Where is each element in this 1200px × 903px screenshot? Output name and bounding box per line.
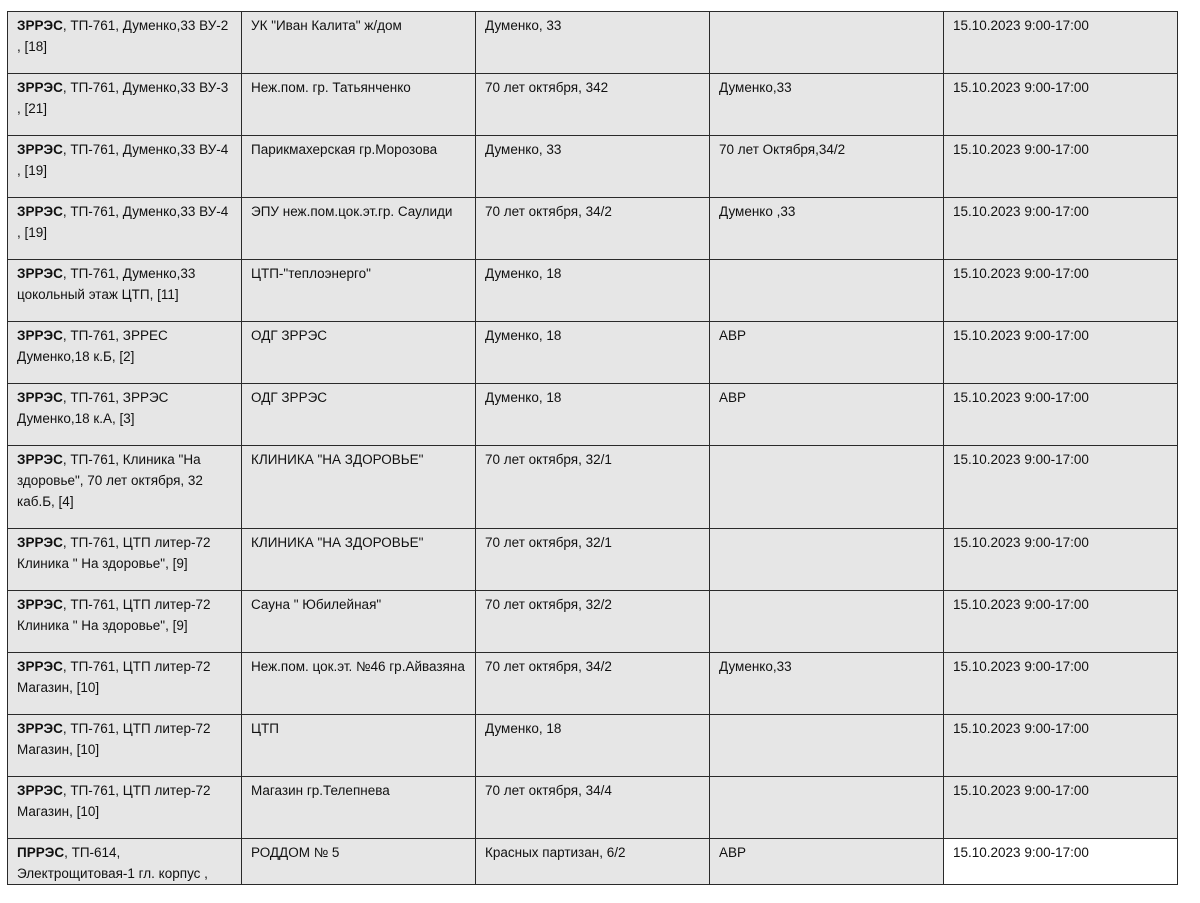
additional-address-cell: Думенко ,33 (710, 198, 944, 260)
network-org-label: ЗРРЭС (17, 142, 63, 157)
address-cell: Думенко, 18 (476, 384, 710, 446)
substation-cell (8, 715, 242, 777)
table-row (8, 74, 1178, 136)
consumer-cell: Неж.пом. цок.эт. №46 гр.Айвазяна (242, 653, 476, 715)
address-cell: 70 лет октября, 342 (476, 74, 710, 136)
substation-location-text: , ТП-761, Думенко,33 ВУ-4 , [19] (17, 142, 229, 178)
additional-address-cell: АВР (710, 322, 944, 384)
address-cell: Думенко, 33 (476, 136, 710, 198)
address-cell: Думенко, 18 (476, 715, 710, 777)
additional-address-cell (710, 715, 944, 777)
substation-cell (8, 446, 242, 529)
outage-time-cell: 15.10.2023 9:00-17:00 (944, 198, 1178, 260)
consumer-cell: КЛИНИКА "НА ЗДОРОВЬЕ" (242, 446, 476, 529)
substation-cell (8, 653, 242, 715)
additional-address-cell (710, 260, 944, 322)
address-cell: 70 лет октября, 34/2 (476, 653, 710, 715)
substation-cell (8, 136, 242, 198)
outage-table (7, 11, 1178, 885)
address-cell: 70 лет октября, 32/2 (476, 591, 710, 653)
table-row (8, 839, 1178, 885)
table-row (8, 136, 1178, 198)
consumer-cell: Неж.пом. гр. Татьянченко (242, 74, 476, 136)
network-org-label: ЗРРЭС (17, 80, 63, 95)
outage-time-cell: 15.10.2023 9:00-17:00 (944, 591, 1178, 653)
consumer-cell: ОДГ ЗРРЭС (242, 384, 476, 446)
outage-time-cell: 15.10.2023 9:00-17:00 (944, 136, 1178, 198)
outage-table-body (8, 12, 1178, 885)
additional-address-cell: Думенко,33 (710, 653, 944, 715)
substation-cell (8, 591, 242, 653)
table-row (8, 591, 1178, 653)
substation-cell (8, 322, 242, 384)
additional-address-cell (710, 12, 944, 74)
address-cell: Думенко, 33 (476, 12, 710, 74)
outage-time-cell: 15.10.2023 9:00-17:00 (944, 839, 1178, 885)
address-cell: Думенко, 18 (476, 322, 710, 384)
substation-cell (8, 12, 242, 74)
substation-location-text: , ТП-761, ЦТП литер-72 Клиника " На здоровье", [9] (17, 597, 211, 633)
substation-cell (8, 74, 242, 136)
additional-address-cell: АВР (710, 384, 944, 446)
outage-time-cell: 15.10.2023 9:00-17:00 (944, 529, 1178, 591)
address-cell: 70 лет октября, 32/1 (476, 529, 710, 591)
additional-address-cell (710, 529, 944, 591)
substation-location-text: , ТП-761, ЦТП литер-72 Клиника " На здоровье", [9] (17, 535, 211, 571)
table-row (8, 653, 1178, 715)
outage-time-cell: 15.10.2023 9:00-17:00 (944, 12, 1178, 74)
outage-time-cell: 15.10.2023 9:00-17:00 (944, 260, 1178, 322)
network-org-label: ЗРРЭС (17, 783, 63, 798)
substation-location-text: , ТП-761, ЦТП литер-72 Магазин, [10] (17, 783, 211, 819)
network-org-label: ЗРРЭС (17, 721, 63, 736)
table-row (8, 12, 1178, 74)
substation-cell (8, 384, 242, 446)
table-row (8, 198, 1178, 260)
additional-address-cell (710, 591, 944, 653)
table-row (8, 384, 1178, 446)
substation-location-text: , ТП-761, Думенко,33 ВУ-2 , [18] (17, 18, 229, 54)
network-org-label: ЗРРЭС (17, 452, 63, 467)
consumer-cell: ЦТП (242, 715, 476, 777)
additional-address-cell (710, 777, 944, 839)
table-row (8, 715, 1178, 777)
substation-cell (8, 839, 242, 885)
outage-time-cell: 15.10.2023 9:00-17:00 (944, 715, 1178, 777)
consumer-cell: Сауна " Юбилейная" (242, 591, 476, 653)
substation-cell (8, 260, 242, 322)
additional-address-cell (710, 446, 944, 529)
consumer-cell: УК "Иван Калита" ж/дом (242, 12, 476, 74)
substation-location-text: , ТП-761, Думенко,33 ВУ-3 , [21] (17, 80, 229, 116)
network-org-label: ЗРРЭС (17, 18, 63, 33)
address-cell: 70 лет октября, 34/2 (476, 198, 710, 260)
address-cell: 70 лет октября, 34/4 (476, 777, 710, 839)
table-row (8, 446, 1178, 529)
substation-location-text: , ТП-761, ЗРРЭС Думенко,18 к.А, [3] (17, 390, 169, 426)
network-org-label: ЗРРЭС (17, 659, 63, 674)
additional-address-cell: 70 лет Октября,34/2 (710, 136, 944, 198)
network-org-label: ЗРРЭС (17, 535, 63, 550)
outage-time-cell: 15.10.2023 9:00-17:00 (944, 777, 1178, 839)
network-org-label: ЗРРЭС (17, 266, 63, 281)
network-org-label: ЗРРЭС (17, 328, 63, 343)
consumer-cell: ЦТП-"теплоэнерго" (242, 260, 476, 322)
outage-time-cell: 15.10.2023 9:00-17:00 (944, 384, 1178, 446)
outage-time-cell: 15.10.2023 9:00-17:00 (944, 446, 1178, 529)
substation-location-text: , ТП-761, ЦТП литер-72 Магазин, [10] (17, 721, 211, 757)
address-cell: 70 лет октября, 32/1 (476, 446, 710, 529)
substation-location-text: , ТП-761, Думенко,33 цокольный этаж ЦТП, [11] (17, 266, 196, 302)
consumer-cell: Парикмахерская гр.Морозова (242, 136, 476, 198)
substation-location-text: , ТП-761, ЗРРЕС Думенко,18 к.Б, [2] (17, 328, 168, 364)
outage-time-cell: 15.10.2023 9:00-17:00 (944, 653, 1178, 715)
additional-address-cell: Думенко,33 (710, 74, 944, 136)
table-row (8, 322, 1178, 384)
network-org-label: ПРРЭС (17, 845, 65, 860)
network-org-label: ЗРРЭС (17, 204, 63, 219)
network-org-label: ЗРРЭС (17, 390, 63, 405)
consumer-cell: РОДДОМ № 5 (242, 839, 476, 885)
address-cell: Красных партизан, 6/2 (476, 839, 710, 885)
outage-time-cell: 15.10.2023 9:00-17:00 (944, 322, 1178, 384)
outage-time-cell: 15.10.2023 9:00-17:00 (944, 74, 1178, 136)
substation-cell (8, 777, 242, 839)
consumer-cell: Магазин гр.Телепнева (242, 777, 476, 839)
consumer-cell: ЭПУ неж.пом.цок.эт.гр. Саулиди (242, 198, 476, 260)
substation-location-text: , ТП-761, Клиника "На здоровье", 70 лет октября, 32 каб.Б, [4] (17, 452, 203, 509)
network-org-label: ЗРРЭС (17, 597, 63, 612)
substation-cell (8, 529, 242, 591)
consumer-cell: КЛИНИКА "НА ЗДОРОВЬЕ" (242, 529, 476, 591)
consumer-cell: ОДГ ЗРРЭС (242, 322, 476, 384)
table-row (8, 529, 1178, 591)
substation-location-text: , ТП-761, ЦТП литер-72 Магазин, [10] (17, 659, 211, 695)
table-row (8, 260, 1178, 322)
substation-location-text: , ТП-614, Электрощитовая-1 гл. корпус , (17, 845, 208, 881)
additional-address-cell: АВР (710, 839, 944, 885)
substation-cell (8, 198, 242, 260)
address-cell: Думенко, 18 (476, 260, 710, 322)
substation-location-text: , ТП-761, Думенко,33 ВУ-4 , [19] (17, 204, 229, 240)
table-row (8, 777, 1178, 839)
